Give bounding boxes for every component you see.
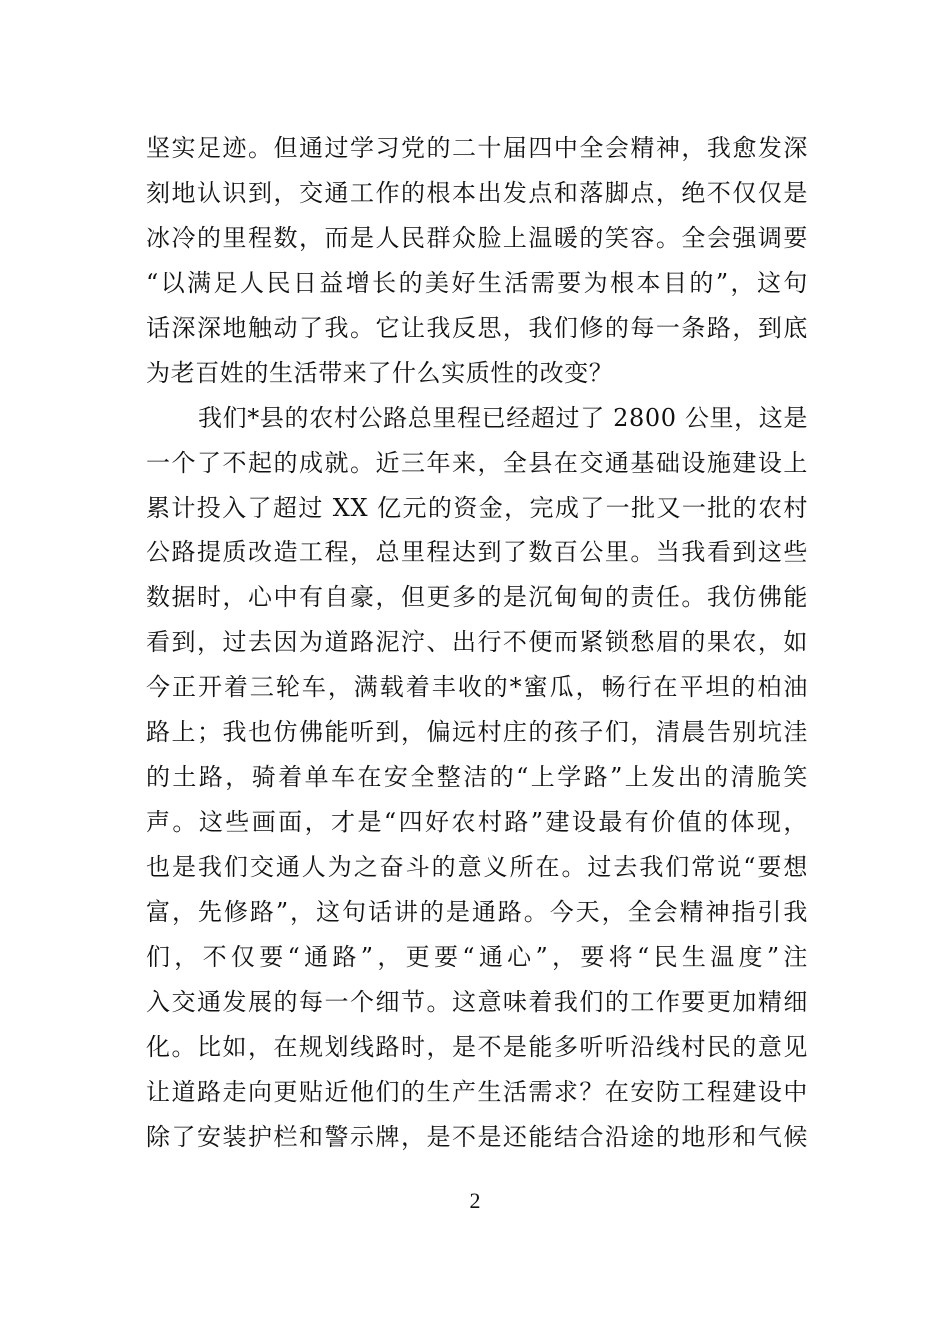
text-line: 入交通发展的每一个细节。这意味着我们的工作要更加精细 [146, 987, 808, 1016]
text-line: 让道路走向更贴近他们的生产生活需求？在安防工程建设中 [146, 1077, 808, 1106]
text-line: 看到，过去因为道路泥泞、出行不便而紧锁愁眉的果农，如 [146, 628, 808, 657]
text-line: 除了安装护栏和警示牌，是不是还能结合沿途的地形和气候 [146, 1122, 808, 1151]
text-line: 们，不仅要“通路”，更要“通心”，要将“民生温度”注 [146, 942, 808, 971]
text-line: 话深深地触动了我。它让我反思，我们修的每一条路，到底 [146, 313, 808, 342]
text-line: 路上；我也仿佛能听到，偏远村庄的孩子们，清晨告别坑洼 [146, 718, 808, 747]
page-number: 2 [469, 1188, 481, 1213]
text-line: 冰冷的里程数，而是人民群众脸上温暖的笑容。全会强调要 [146, 223, 808, 252]
text-line: 的土路，骑着单车在安全整洁的“上学路”上发出的清脆笑 [146, 763, 808, 792]
text-line: 也是我们交通人为之奋斗的意义所在。过去我们常说“要想 [146, 853, 808, 881]
text-line: 刻地认识到，交通工作的根本出发点和落脚点，绝不仅仅是 [146, 178, 808, 207]
text-line: “以满足人民日益增长的美好生活需要为根本目的”，这句 [146, 268, 808, 297]
text-line: 公路提质改造工程，总里程达到了数百公里。当我看到这些 [146, 538, 808, 567]
text-line: 今正开着三轮车，满载着丰收的*蜜瓜，畅行在平坦的柏油 [146, 673, 808, 702]
text-line: 我们*县的农村公路总里程已经超过了 2800 公里，这是 [198, 403, 808, 432]
text-line: 化。比如，在规划线路时，是不是能多听听沿线村民的意见 [146, 1032, 808, 1061]
text-line: 富，先修路”，这句话讲的是通路。今天，全会精神指引我 [146, 897, 808, 926]
body-text [146, 126, 808, 1160]
text-line: 声。这些画面，才是“四好农村路”建设最有价值的体现， [146, 808, 808, 837]
text-line: 为老百姓的生活带来了什么实质性的改变？ [146, 358, 614, 387]
text-line: 累计投入了超过 XX 亿元的资金，完成了一批又一批的农村 [146, 493, 808, 522]
text-line: 坚实足迹。但通过学习党的二十届四中全会精神，我愈发深 [146, 134, 808, 162]
text-line: 一个了不起的成就。近三年来，全县在交通基础设施建设上 [146, 448, 808, 477]
text-line: 数据时，心中有自豪，但更多的是沉甸甸的责任。我仿佛能 [146, 583, 808, 612]
